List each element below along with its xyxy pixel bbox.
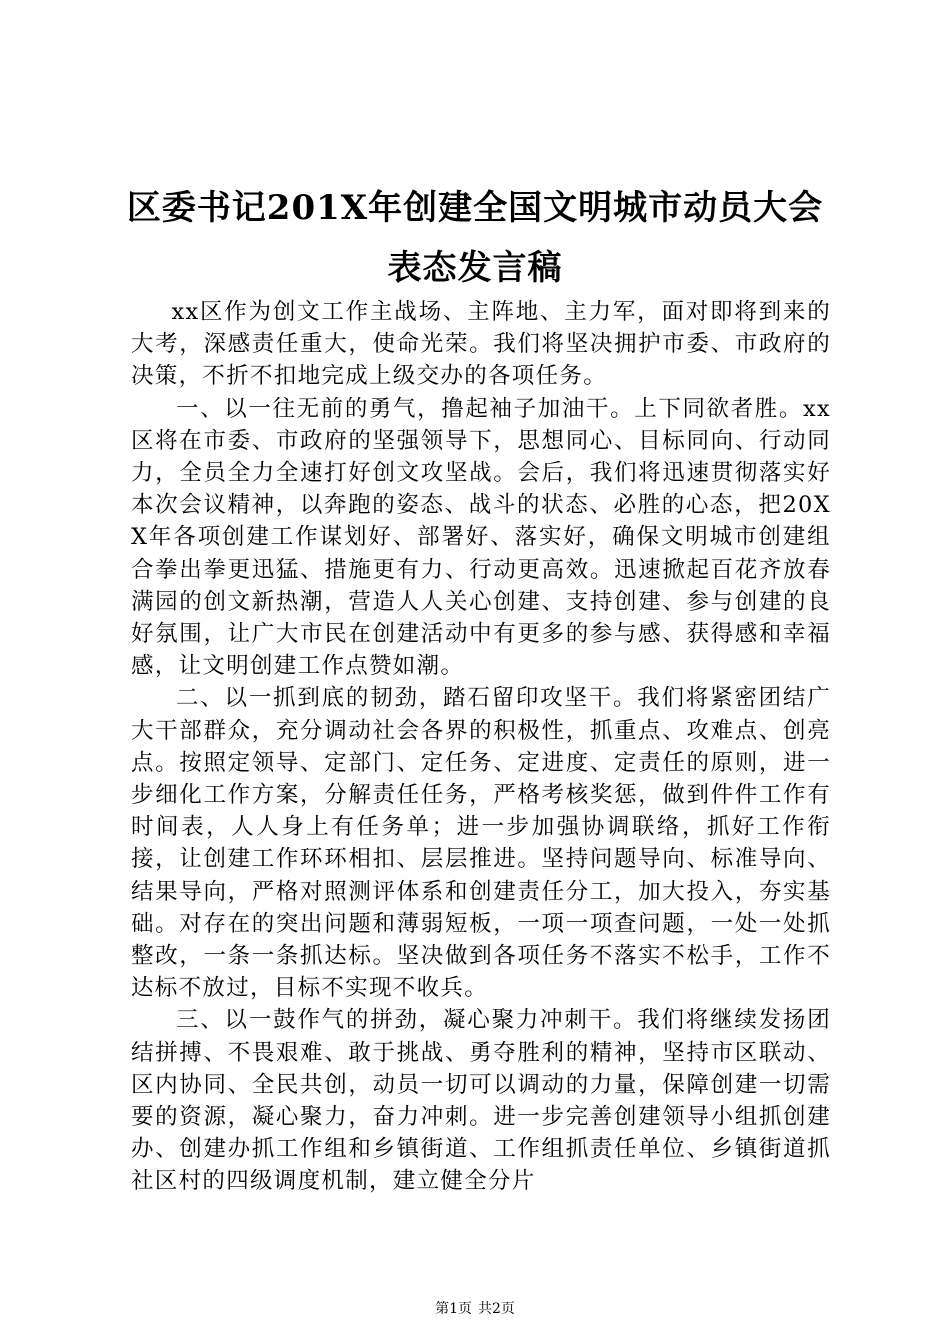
document-title-line-1: 区委书记201X年创建全国文明城市动员大会 — [126, 188, 824, 228]
page-number: 第1页 — [435, 1301, 472, 1317]
paragraph-section-2: 二、以一抓到底的韧劲，踏石留印攻坚干。我们将紧密团结广大干部群众，充分调动社会各界的积极性，抓重点、攻难点、创亮点。按照定领导、定部门、定任务、定进度、定责任的原则，进一步细化工作方案，分解责任任务，严格考核奖惩，做到件件工作有时间表，人人身上有任务单；进一步加强协调联络，抓好工作衔接，让创建工作环环相扣、层层推进。坚持问题导向、标准导向、结果导向，严格对照测评体系和创建责任分工，加大投入，夯实基础。对存在的突出问题和薄弱短板，一项一项查问题，一处一处抓整改，一条一条抓达标。坚决做到各项任务不落实不松手，工作不达标不放过，目标不实现不收兵。 — [131, 685, 831, 1002]
page-total: 共2页 — [478, 1301, 515, 1317]
paragraph-intro: xx区作为创文工作主战场、主阵地、主力军，面对即将到来的大考，深感责任重大，使命光荣。我们将坚决拥护市委、市政府的决策，不折不扣地完成上级交办的各项任务。 — [131, 299, 831, 390]
paragraph-section-3: 三、以一鼓作气的拼劲，凝心聚力冲刺干。我们将继续发扬团结拼搏、不畏艰难、敢于挑战、勇夺胜利的精神，坚持市区联动、区内协同、全民共创，动员一切可以调动的力量，保障创建一切需要的资源，凝心聚力，奋力冲刺。进一步完善创建领导小组抓创建办、创建办抓工作组和乡镇街道、工作组抓责任单位、乡镇街道抓社区村的四级调度机制，建立健全分片 — [131, 1007, 831, 1195]
paragraph-section-1: 一、以一往无前的勇气，撸起袖子加油干。上下同欲者胜。xx区将在市委、市政府的坚强领导下，思想同心、目标同向、行动同力，全员全力全速打好创文攻坚战。会后，我们将迅速贯彻落实好本次会议精神，以奔跑的姿态、战斗的状态、必胜的心态，把20XX年各项创建工作谋划好、部署好、落实好，确保文明城市创建组合拳出拳更迅猛、措施更有力、行动更高效。迅速掀起百花齐放春满园的创文新热潮，营造人人关心创建、支持创建、参与创建的良好氛围，让广大市民在创建活动中有更多的参与感、获得感和幸福感，让文明创建工作点赞如潮。 — [131, 395, 831, 680]
document-body — [131, 296, 831, 1198]
page-footer — [0, 1300, 950, 1318]
document-title-line-2: 表态发言稿 — [387, 248, 563, 288]
